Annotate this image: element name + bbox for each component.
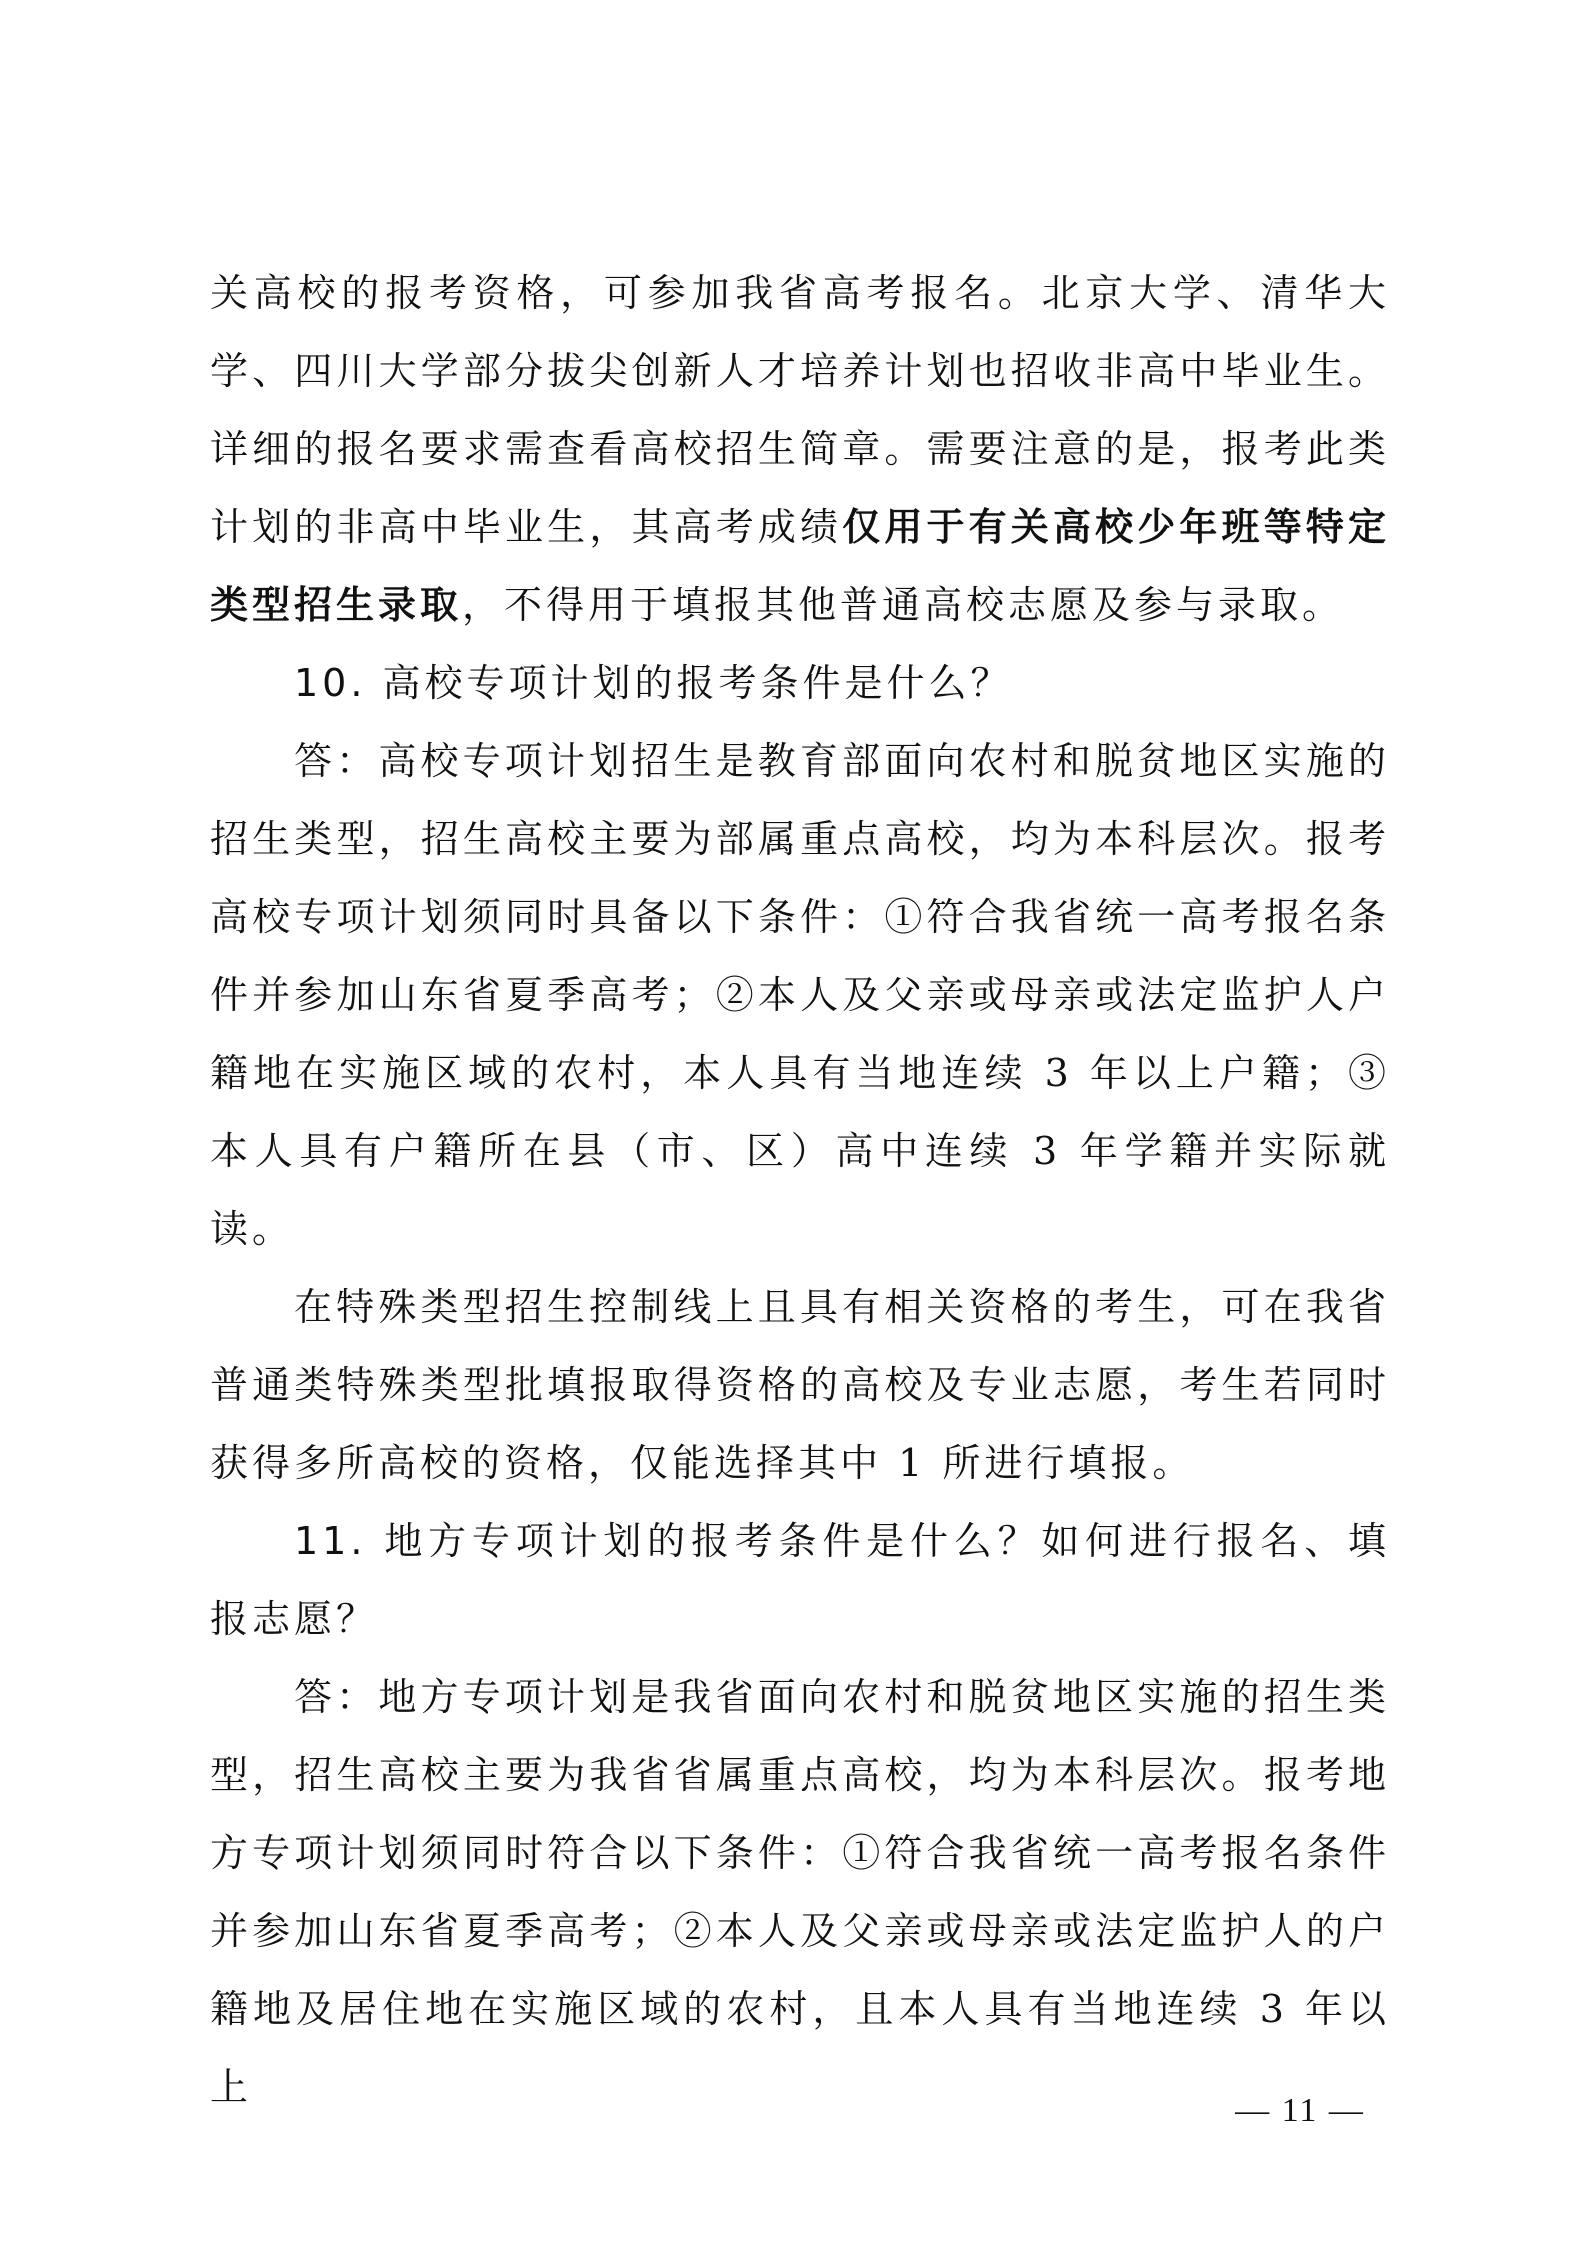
question-10-heading: 10. 高校专项计划的报考条件是什么？ [294, 661, 1013, 705]
page-number: — 11 — [1235, 2092, 1365, 2129]
question-10-note: 在特殊类型招生控制线上且具有相关资格的考生，可在我省普通类特殊类型批填报取得资格的高校及专业志愿，考生若同时获得多所高校的资格，仅能选择其中 1 所进行填报。 [210, 1285, 1390, 1485]
question-11-answer: 答：地方专项计划是我省面向农村和脱贫地区实施的招生类型，招生高校主要为我省省属重点高校，均为本科层次。报考地方专项计划须同时符合以下条件：①符合我省统一高考报名条件并参加山东省夏季高考；②本人及父亲或母亲或法定监护人的户籍地及居住地在实施区域的农村，且本人具有当地连续 3 年以上 [210, 1675, 1390, 2109]
paragraph-text: ，不得用于填报其他普通高校志愿及参与录取。 [462, 583, 1345, 627]
emphasis-text: 仅用于有关高校少年班等特定类型招生录取 [210, 505, 1390, 627]
body-text [210, 254, 1390, 2126]
paragraph-text: 关高校的报考资格，可参加我省高考报名。北京大学、清华大学、四川大学部分拔尖创新人才培养计划也招收非高中毕业生。详细的报名要求需查看高校招生简章。需要注意的是，报考此类计划的非高中毕业生，其高考成绩 [210, 271, 1390, 549]
paragraph-continuation [210, 254, 1390, 644]
question-10-answer: 答：高校专项计划招生是教育部面向农村和脱贫地区实施的招生类型，招生高校主要为部属重点高校，均为本科层次。报考高校专项计划须同时具备以下条件：①符合我省统一高考报名条件并参加山东省夏季高考；②本人及父亲或母亲或法定监护人户籍地在实施区域的农村，本人具有当地连续 3 年以上户籍；③本人具有户籍所在县（市、区）高中连续 3 年学籍并实际就读。 [210, 739, 1390, 1251]
question-11-heading: 11. 地方专项计划的报考条件是什么？如何进行报名、填报志愿？ [210, 1519, 1390, 1641]
